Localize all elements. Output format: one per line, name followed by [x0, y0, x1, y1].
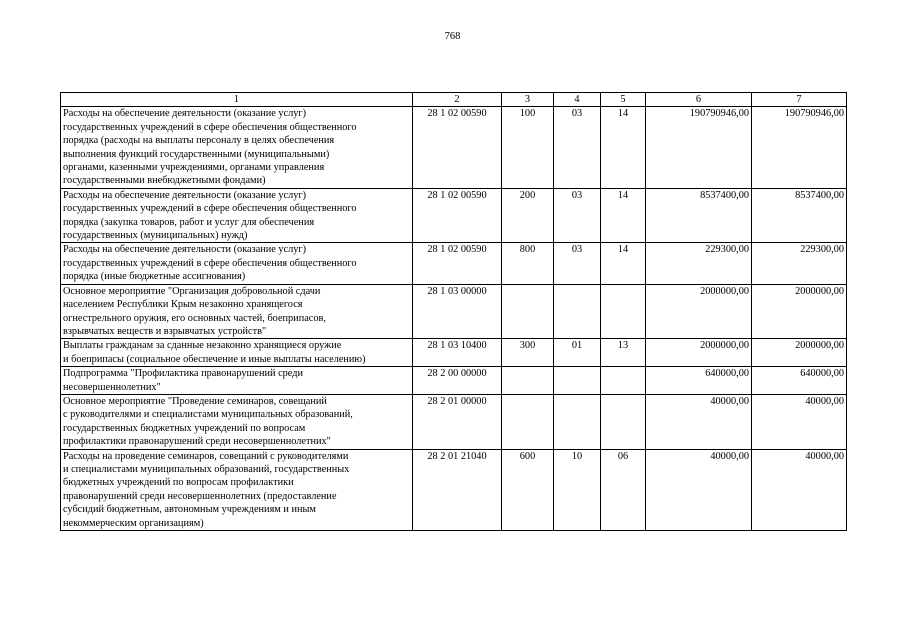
column-header: 6 [646, 93, 752, 107]
amount-cell: 40000,00 [646, 394, 752, 449]
expense-type-cell [502, 394, 554, 449]
target-code-cell: 28 2 01 21040 [413, 449, 502, 530]
target-code-cell: 28 2 01 00000 [413, 394, 502, 449]
header-row [61, 93, 847, 107]
amount-cell: 640000,00 [646, 367, 752, 395]
column-header: 3 [502, 93, 554, 107]
table-row [61, 339, 847, 367]
amount-cell: 190790946,00 [752, 107, 847, 188]
column-header: 5 [601, 93, 646, 107]
budget-table [60, 92, 847, 531]
section-cell: 03 [554, 107, 601, 188]
expense-type-cell [502, 284, 554, 339]
subsection-cell: 14 [601, 107, 646, 188]
column-header: 2 [413, 93, 502, 107]
expense-type-cell: 100 [502, 107, 554, 188]
table-row [61, 367, 847, 395]
amount-cell: 40000,00 [752, 449, 847, 530]
amount-cell: 2000000,00 [646, 339, 752, 367]
section-cell: 01 [554, 339, 601, 367]
table-header [61, 93, 847, 107]
subsection-cell [601, 284, 646, 339]
expense-name-cell: Расходы на проведение семинаров, совещаний с руководителями и специалистами муниципальных образований, государственных бюджетных учреждений по вопросам профилактики правонарушений среди несовершеннолетних (предоставление субсидий бюджетным, автономным учреждениям и иным некоммерческим организациям) [61, 449, 413, 530]
table-row [61, 449, 847, 530]
expense-name-cell: Основное мероприятие "Организация добровольной сдачи населением Республики Крым незаконно хранящегося огнестрельного оружия, его основных частей, боеприпасов, взрывчатых веществ и взрывчатых устройств" [61, 284, 413, 339]
amount-cell: 190790946,00 [646, 107, 752, 188]
target-code-cell: 28 1 03 10400 [413, 339, 502, 367]
page-number: 768 [444, 31, 461, 42]
amount-cell: 8537400,00 [646, 188, 752, 243]
expense-name-cell: Расходы на обеспечение деятельности (оказание услуг) государственных учреждений в сфере обеспечения общественного порядка (расходы на выплаты персоналу в целях обеспечения выполнения функций государственными (муниципальными) органами, казенными учреждениями, органами управления государственными внебюджетными фондами) [61, 107, 413, 188]
amount-cell: 2000000,00 [646, 284, 752, 339]
column-header: 4 [554, 93, 601, 107]
target-code-cell: 28 1 02 00590 [413, 107, 502, 188]
expense-name-cell: Расходы на обеспечение деятельности (оказание услуг) государственных учреждений в сфере обеспечения общественного порядка (иные бюджетные ассигнования) [61, 243, 413, 284]
table-row [61, 243, 847, 284]
target-code-cell: 28 2 00 00000 [413, 367, 502, 395]
expense-name-cell: Подпрограмма "Профилактика правонарушений среди несовершеннолетних" [61, 367, 413, 395]
amount-cell: 40000,00 [752, 394, 847, 449]
amount-cell: 640000,00 [752, 367, 847, 395]
subsection-cell: 13 [601, 339, 646, 367]
subsection-cell: 06 [601, 449, 646, 530]
amount-cell: 8537400,00 [752, 188, 847, 243]
subsection-cell: 14 [601, 188, 646, 243]
target-code-cell: 28 1 02 00590 [413, 188, 502, 243]
expense-type-cell: 300 [502, 339, 554, 367]
amount-cell: 229300,00 [752, 243, 847, 284]
expense-name-cell: Расходы на обеспечение деятельности (оказание услуг) государственных учреждений в сфере обеспечения общественного порядка (закупка товаров, работ и услуг для обеспечения государственных (муниципальных) нужд) [61, 188, 413, 243]
expense-name-cell: Основное мероприятие "Проведение семинаров, совещаний с руководителями и специалистами муниципальных образований, государственных бюджетных учреждений по вопросам профилактики правонарушений среди несовершеннолетних" [61, 394, 413, 449]
amount-cell: 2000000,00 [752, 284, 847, 339]
section-cell: 03 [554, 243, 601, 284]
column-header: 1 [61, 93, 413, 107]
section-cell [554, 367, 601, 395]
amount-cell: 40000,00 [646, 449, 752, 530]
expense-name-cell: Выплаты гражданам за сданные незаконно хранящиеся оружие и боеприпасы (социальное обеспечение и иные выплаты населению) [61, 339, 413, 367]
target-code-cell: 28 1 02 00590 [413, 243, 502, 284]
table-row [61, 107, 847, 188]
table-row [61, 284, 847, 339]
amount-cell: 229300,00 [646, 243, 752, 284]
subsection-cell [601, 367, 646, 395]
table-row [61, 394, 847, 449]
section-cell [554, 284, 601, 339]
subsection-cell [601, 394, 646, 449]
target-code-cell: 28 1 03 00000 [413, 284, 502, 339]
subsection-cell: 14 [601, 243, 646, 284]
section-cell: 03 [554, 188, 601, 243]
expense-type-cell: 800 [502, 243, 554, 284]
column-header: 7 [752, 93, 847, 107]
section-cell [554, 394, 601, 449]
expense-type-cell: 200 [502, 188, 554, 243]
table-row [61, 188, 847, 243]
table-body [61, 107, 847, 531]
amount-cell: 2000000,00 [752, 339, 847, 367]
expense-type-cell: 600 [502, 449, 554, 530]
expense-type-cell [502, 367, 554, 395]
section-cell: 10 [554, 449, 601, 530]
